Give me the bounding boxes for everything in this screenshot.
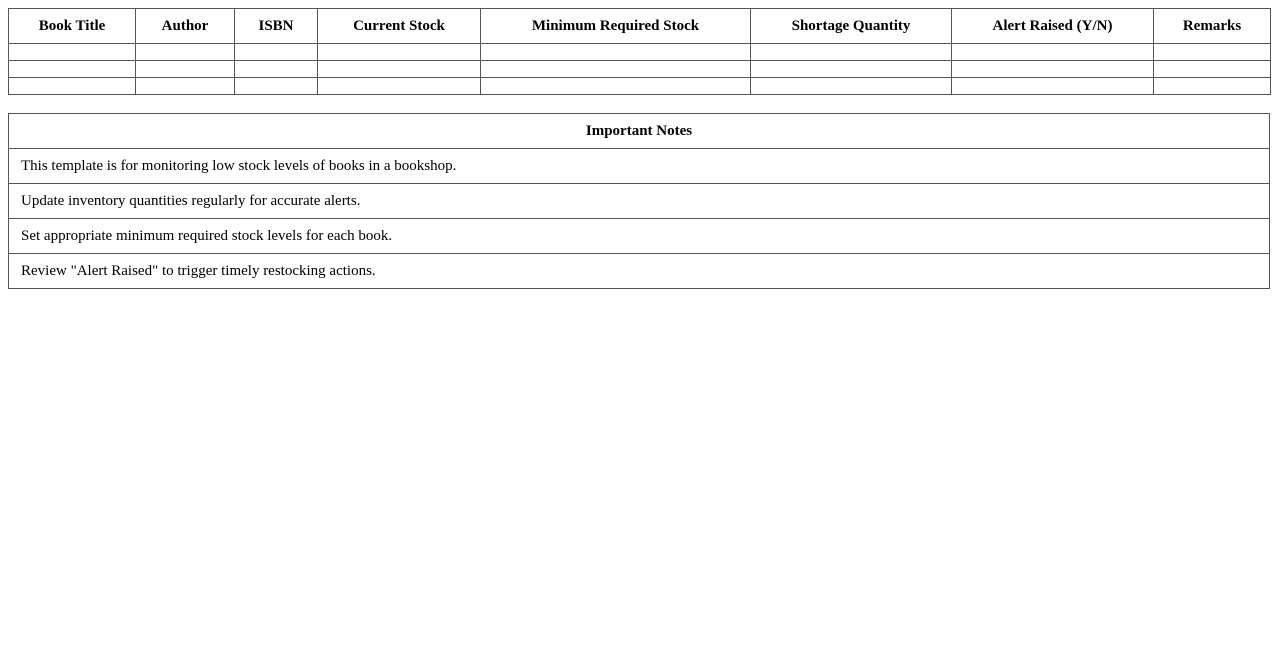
table-cell[interactable] — [1154, 61, 1271, 78]
table-cell[interactable] — [751, 78, 952, 95]
column-header-current-stock: Current Stock — [318, 9, 481, 44]
table-cell[interactable] — [1154, 78, 1271, 95]
table-cell[interactable] — [952, 61, 1154, 78]
table-cell[interactable] — [9, 44, 136, 61]
note-text: This template is for monitoring low stock levels of books in a bookshop. — [9, 149, 1270, 184]
table-cell[interactable] — [235, 61, 318, 78]
column-header-author: Author — [136, 9, 235, 44]
note-row — [9, 254, 1270, 289]
table-cell[interactable] — [481, 44, 751, 61]
table-cell[interactable] — [751, 61, 952, 78]
table-cell[interactable] — [9, 78, 136, 95]
table-row — [9, 78, 1271, 95]
column-header-shortage-quantity: Shortage Quantity — [751, 9, 952, 44]
table-cell[interactable] — [952, 44, 1154, 61]
note-text: Update inventory quantities regularly for accurate alerts. — [9, 184, 1270, 219]
table-cell[interactable] — [9, 61, 136, 78]
note-text: Set appropriate minimum required stock levels for each book. — [9, 219, 1270, 254]
important-notes-table — [8, 113, 1270, 289]
table-cell[interactable] — [1154, 44, 1271, 61]
table-cell[interactable] — [751, 44, 952, 61]
note-row — [9, 149, 1270, 184]
table-row — [9, 61, 1271, 78]
table-cell[interactable] — [235, 78, 318, 95]
notes-header-row — [9, 114, 1270, 149]
note-row — [9, 184, 1270, 219]
page-content — [8, 8, 1270, 289]
table-cell[interactable] — [952, 78, 1154, 95]
note-row — [9, 219, 1270, 254]
table-cell[interactable] — [481, 61, 751, 78]
column-header-remarks: Remarks — [1154, 9, 1271, 44]
table-header-row — [9, 9, 1271, 44]
notes-title: Important Notes — [9, 114, 1270, 149]
column-header-book-title: Book Title — [9, 9, 136, 44]
table-cell[interactable] — [481, 78, 751, 95]
table-cell[interactable] — [235, 44, 318, 61]
table-cell[interactable] — [318, 44, 481, 61]
column-header-alert-raised: Alert Raised (Y/N) — [952, 9, 1154, 44]
column-header-isbn: ISBN — [235, 9, 318, 44]
table-cell[interactable] — [136, 44, 235, 61]
low-stock-table — [8, 8, 1271, 95]
table-row — [9, 44, 1271, 61]
note-text: Review "Alert Raised" to trigger timely restocking actions. — [9, 254, 1270, 289]
table-cell[interactable] — [318, 78, 481, 95]
column-header-minimum-required-stock: Minimum Required Stock — [481, 9, 751, 44]
table-cell[interactable] — [318, 61, 481, 78]
table-cell[interactable] — [136, 78, 235, 95]
table-cell[interactable] — [136, 61, 235, 78]
